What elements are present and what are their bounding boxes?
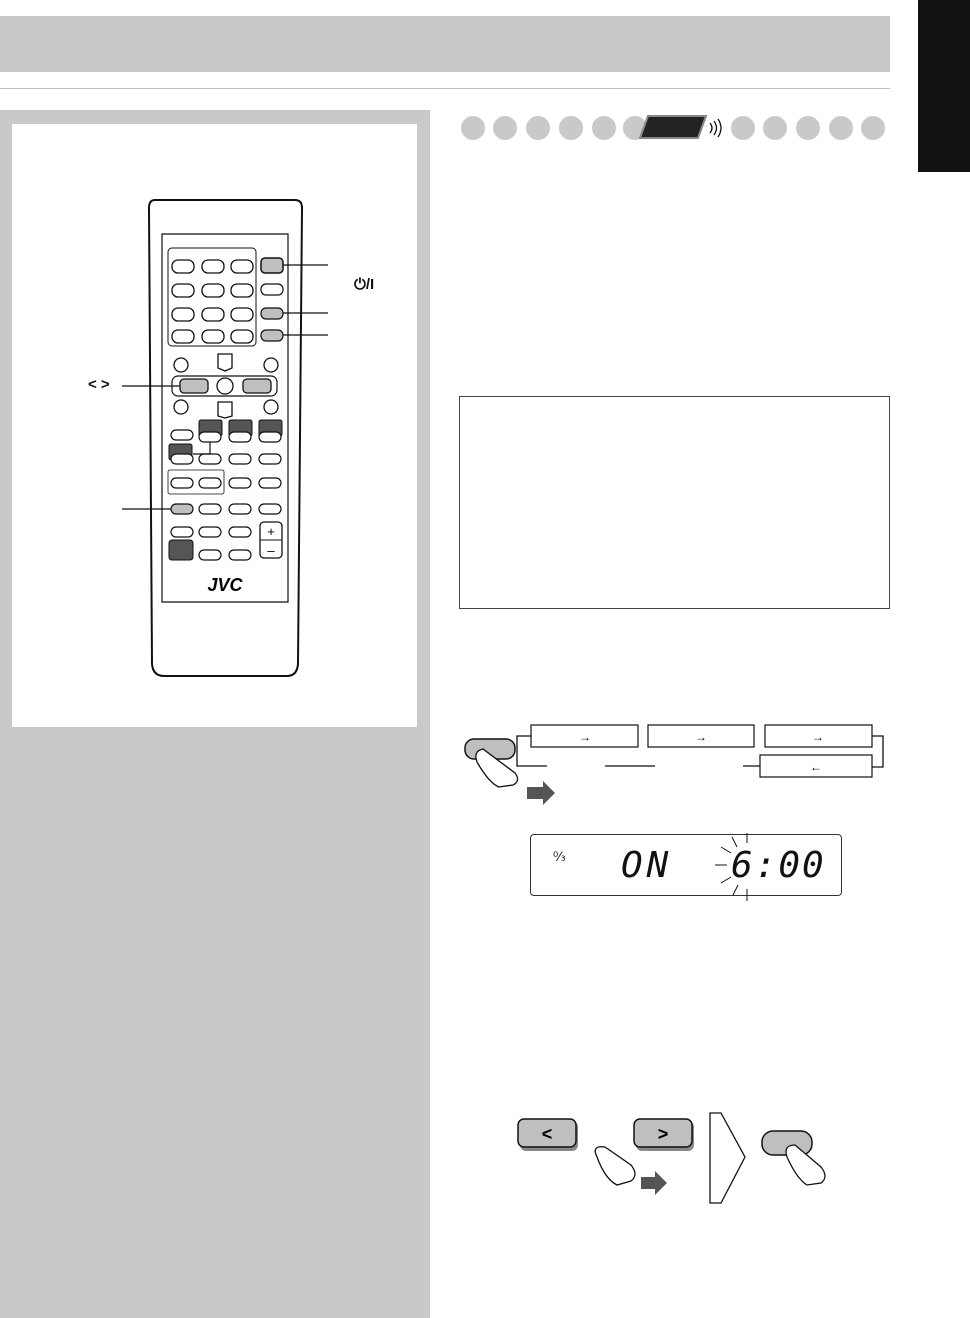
- standby-on-key[interactable]: [261, 258, 283, 273]
- cursor-left-label: <: [541, 1124, 553, 1144]
- flow-arrow: →: [812, 730, 824, 744]
- cursor-buttons-diagram: [515, 1105, 845, 1215]
- press-arrow-icon: [641, 1171, 667, 1195]
- timer-flow-diagram: [455, 715, 895, 810]
- page-header-bar: [0, 16, 890, 72]
- cursor-right-label: >: [657, 1124, 669, 1144]
- cursor-left-key[interactable]: [180, 379, 208, 393]
- jvc-logo: JVC: [207, 575, 243, 595]
- sleep-key[interactable]: [171, 504, 193, 514]
- clock-timer-key[interactable]: [261, 308, 283, 319]
- finger-icon: [595, 1147, 635, 1185]
- display-time-text: 6:00: [731, 845, 826, 886]
- timer-symbol: ↉: [553, 849, 566, 864]
- header-rule: [0, 88, 890, 89]
- flow-arrow: →: [695, 730, 707, 744]
- set-key[interactable]: [261, 330, 283, 341]
- remote-signal-icon: [710, 119, 721, 137]
- next-step-arrow: [710, 1113, 745, 1203]
- center-key[interactable]: [217, 378, 233, 394]
- remote-control-illustration: [12, 124, 417, 727]
- remote-icon-badge: [640, 116, 706, 138]
- cursor-callout-label: < >: [88, 376, 110, 393]
- language-side-tab: [918, 0, 970, 172]
- notice-box: [459, 396, 890, 609]
- volume-plus-label: +: [267, 524, 275, 539]
- display-status-text: ON: [621, 845, 673, 886]
- volume-minus-label: –: [267, 543, 275, 558]
- cursor-right-key[interactable]: [243, 379, 271, 393]
- lcd-display: [530, 834, 842, 896]
- flow-arrow: →: [579, 730, 591, 744]
- remote-illustration-panel: [12, 124, 417, 727]
- flow-return-arrow: ←: [810, 760, 822, 774]
- remote-mode-dots: [458, 110, 890, 150]
- power-callout-label: ⏻/I: [354, 276, 375, 293]
- remote-key[interactable]: [261, 284, 283, 295]
- press-arrow-icon: [527, 781, 555, 805]
